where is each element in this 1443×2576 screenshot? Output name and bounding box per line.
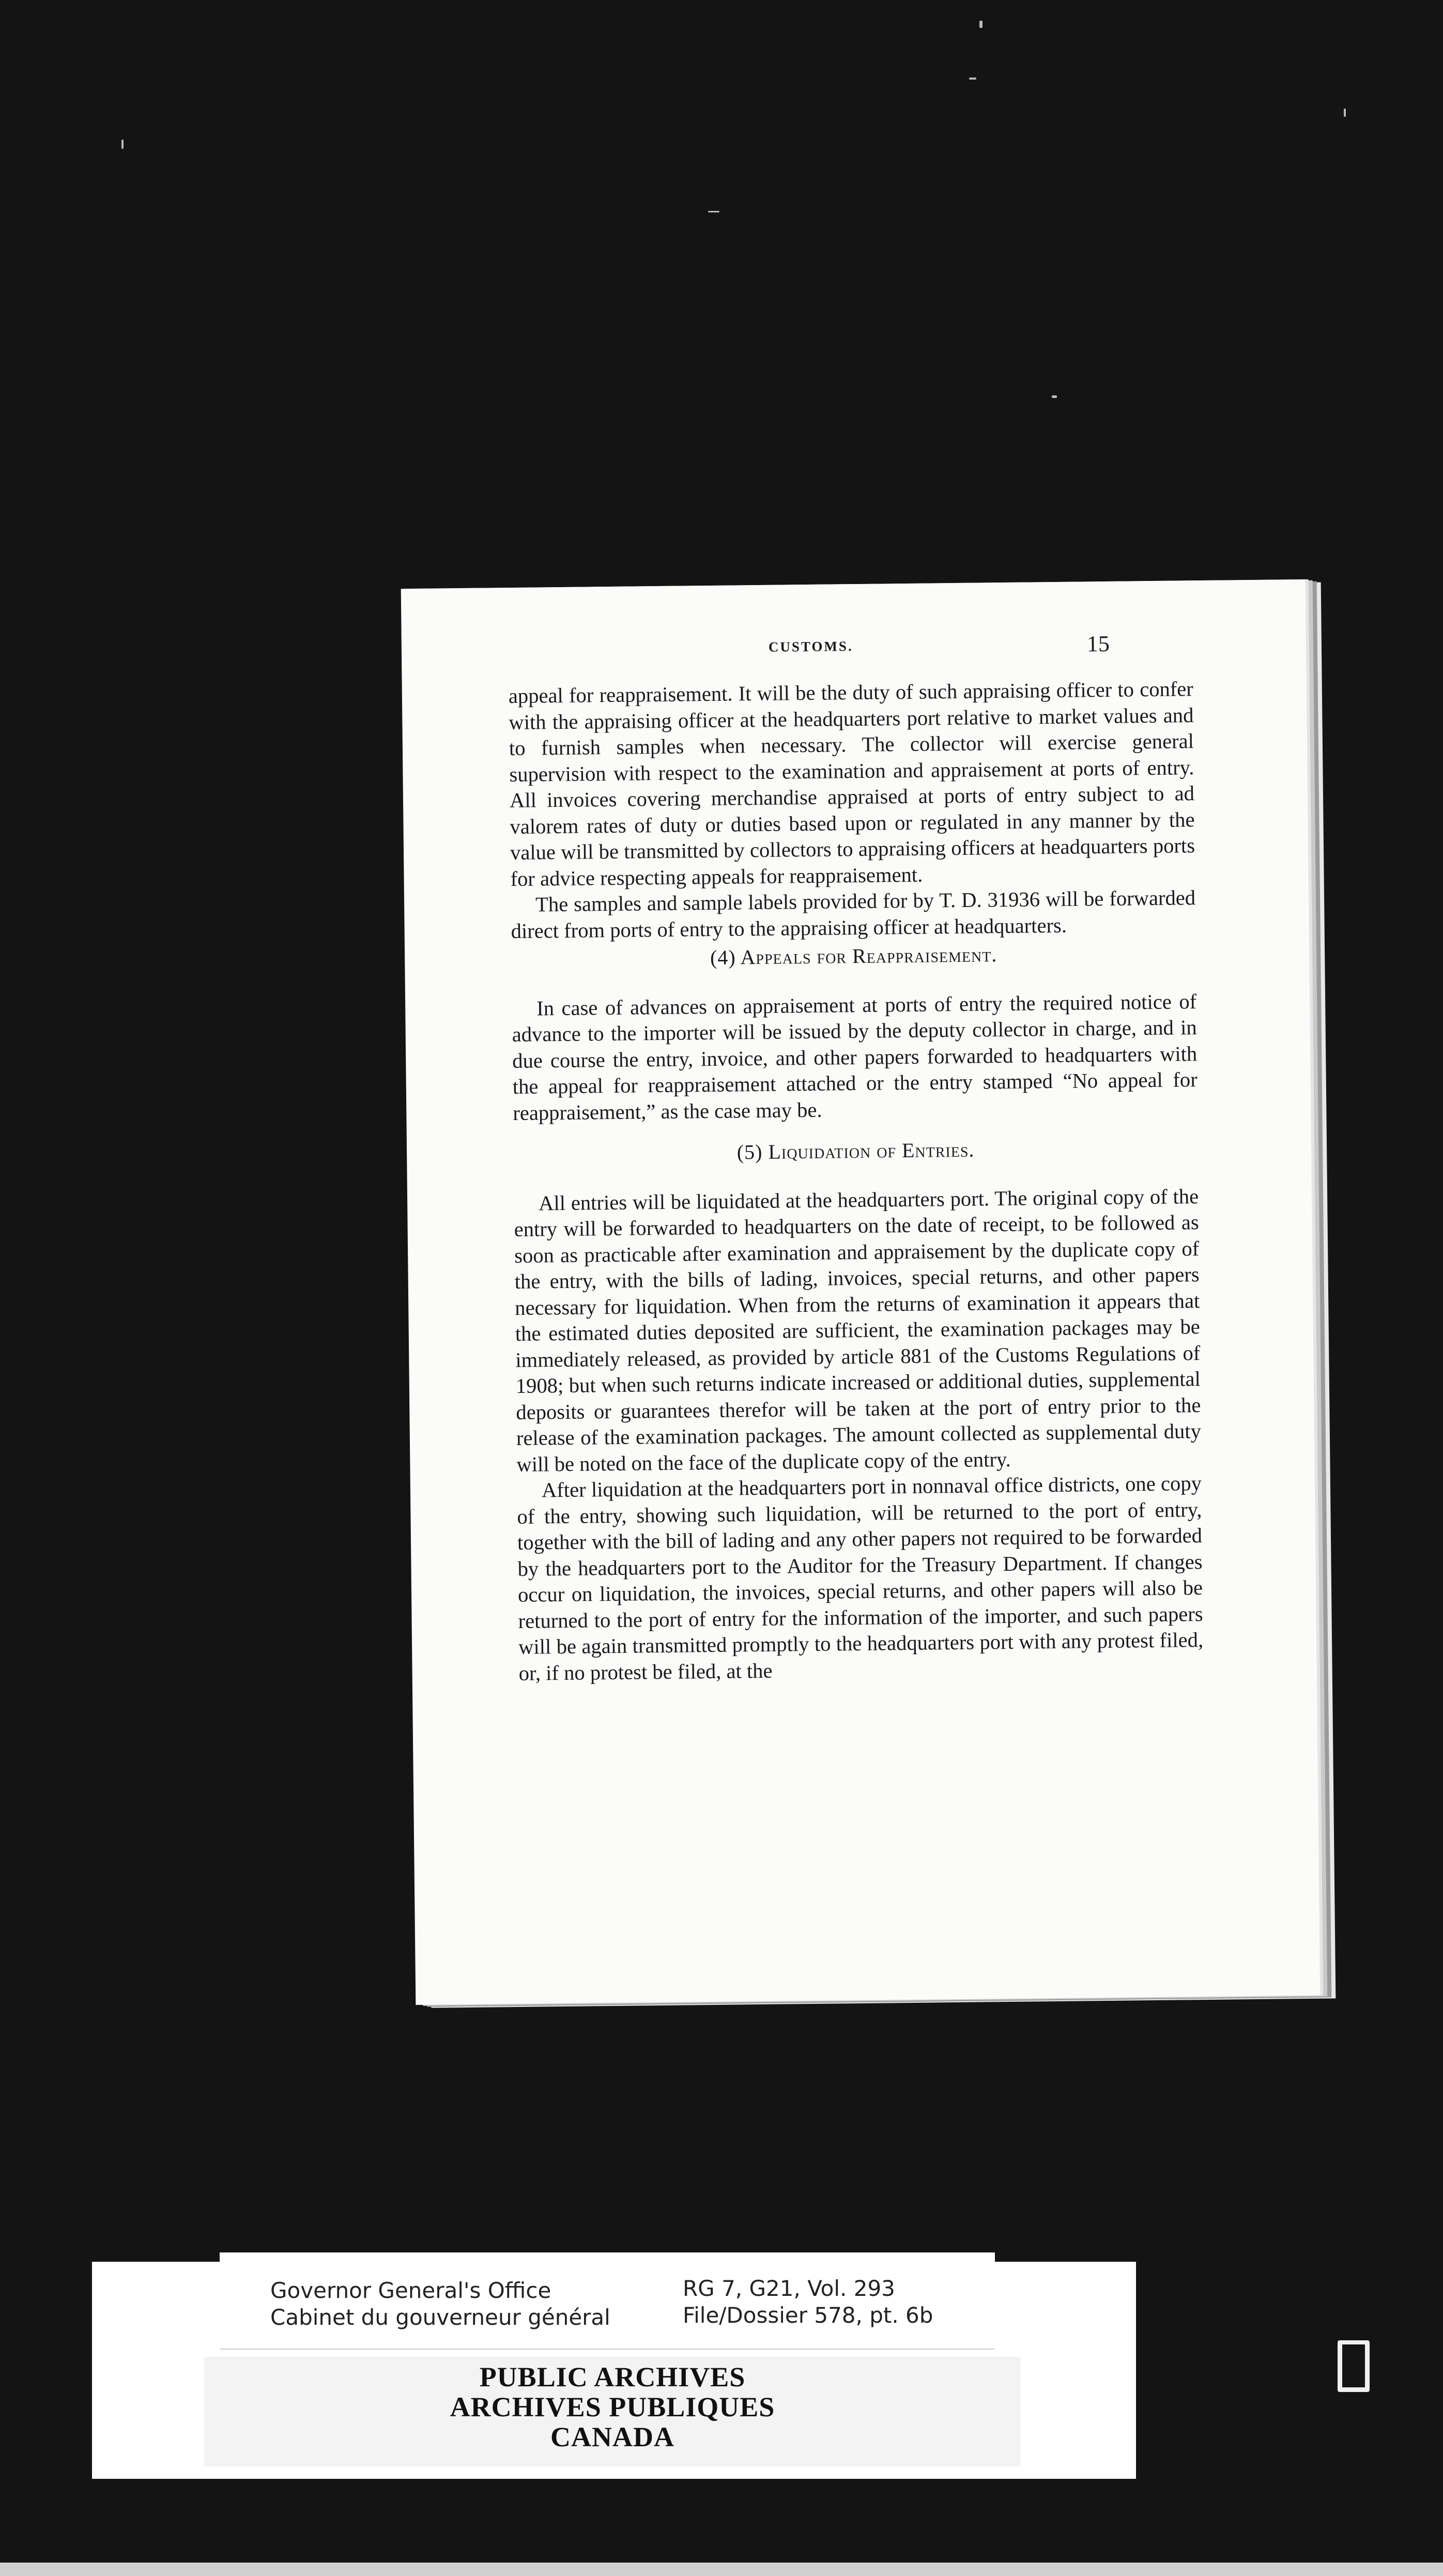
stamp-line: ARCHIVES PUBLIQUES <box>450 2391 775 2422</box>
office-name-en: Governor General's Office <box>270 2278 551 2303</box>
document-page <box>401 579 1321 2005</box>
film-speck <box>1344 109 1346 117</box>
film-speck <box>708 211 719 212</box>
film-speck <box>969 78 976 80</box>
stamp-line: PUBLIC ARCHIVES <box>479 2362 746 2393</box>
stamp-line: CANADA <box>550 2421 674 2452</box>
paragraph: appeal for reappraisement. It will be the duty of such appraising officer to confer with the appraising officer at the headquarters port relative to market values and to furnish samples when necessary. The collector will exercise general supervision with respect to the examination and appraisement at ports of entry. All invoices covering merchandise appraised at ports of entry subject to ad valorem rates of duty or duties based upon or regulated in any manner by the value will be transmitted by collectors to appraising officers at headquarters ports for advice respecting appeals for reappraisement. <box>508 677 1195 891</box>
running-head-title: CUSTOMS. <box>768 638 853 655</box>
film-speck <box>1052 395 1057 398</box>
body-text <box>509 676 1204 1686</box>
archive-reference-label <box>220 2252 995 2350</box>
file-reference: File/Dossier 578, pt. 6b <box>683 2303 933 2328</box>
frame-number <box>1338 2340 1370 2392</box>
film-edge <box>0 2563 1443 2576</box>
film-speck <box>979 21 983 28</box>
record-group-reference: RG 7, G21, Vol. 293 <box>683 2276 895 2301</box>
section-heading: (4) Appeals for Reappraisement. <box>710 943 997 970</box>
archives-stamp <box>204 2357 1021 2466</box>
office-name-fr: Cabinet du gouverneur général <box>270 2305 610 2330</box>
running-head <box>510 631 1110 668</box>
paragraph: The samples and sample labels provided for by T. D. 31936 will be forwarded direct from ports of entry to the appraising officer at headquarters. <box>511 886 1196 943</box>
film-speck <box>121 140 124 149</box>
page-number: 15 <box>1086 631 1110 657</box>
paragraph: All entries will be liquidated at the headquarters port. The original copy of the entry will be forwarded to headquarters on the date of receipt, to be followed as soon as practicable after examination and appraisement by the duplicate copy of the entry, with the bills of lading, invoices, special returns, and other papers necessary for liquidation. When from the returns of examination it appears that the estimated duties deposited are sufficient, the examination packages may be immediately released, as provided by article 881 of the Customs Regulations of 1908; but when such returns indicate increased or additional duties, supplemental deposits or guarantees therefor will be taken at the port of entry prior to the release of the examination packages. The amount collected as supplemental duty will be noted on the face of the duplicate copy of the entry. <box>514 1184 1202 1476</box>
paragraph: After liquidation at the headquarters port in nonnaval office districts, one copy of the entry, showing such liquidation, will be returned to the port of entry, together with the bill of lading and any other papers not required to be forwarded by the headquarters port to the Auditor for the Treasury Department. If changes occur on liquidation, the invoices, special returns, and other papers will also be returned to the port of entry for the information of the importer, and such papers will be again transmitted promptly to the headquarters port with any protest filed, or, if no protest be filed, at the <box>517 1471 1204 1685</box>
section-heading: (5) Liquidation of Entries. <box>736 1138 975 1164</box>
paragraph: In case of advances on appraisement at ports of entry the required notice of advance to the importer will be issued by the deputy collector in charge, and in due course the entry, invoice, and other papers forwarded to headquarters with the appeal for reappraisement attached or the entry stamped “No appeal for reappraisement,” as the case may be. <box>512 989 1198 1125</box>
